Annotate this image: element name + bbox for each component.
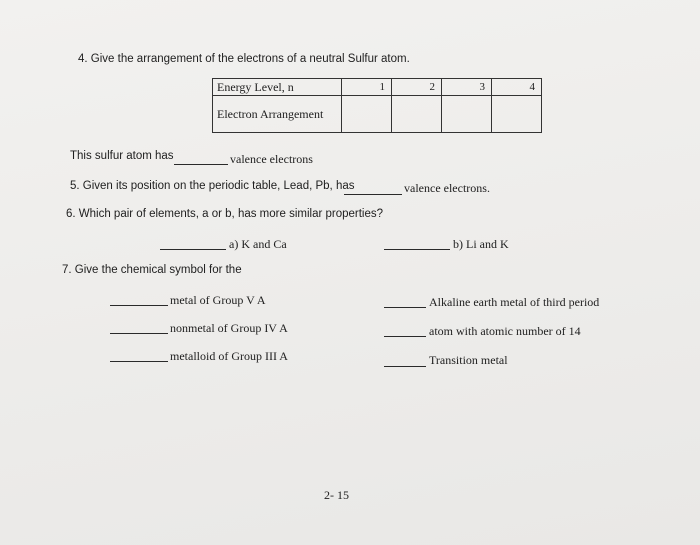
q6-option-b: b) Li and K [453, 237, 509, 251]
table-row [213, 96, 542, 133]
q5-prompt: 5. Given its position on the periodic table, Lead, Pb, has [70, 180, 355, 192]
energy-level-4: 4 [492, 79, 542, 96]
q4-sentence-end: valence electrons [230, 152, 313, 166]
q7-left-item-2: nonmetal of Group IV A [170, 321, 288, 335]
energy-level-table [212, 78, 542, 133]
arrangement-cell-3[interactable] [442, 96, 492, 133]
energy-level-2: 2 [392, 79, 442, 96]
q7-left-item-3: metalloid of Group III A [170, 349, 288, 363]
energy-level-label: Energy Level, n [213, 79, 342, 96]
q7-right-item-1: Alkaline earth metal of third period [429, 295, 600, 309]
group-va-blank[interactable] [110, 305, 168, 306]
option-a-blank[interactable] [160, 249, 226, 250]
arrangement-cell-1[interactable] [342, 96, 392, 133]
q4-sentence-start: This sulfur atom has [70, 150, 174, 162]
q7-right-item-3: Transition metal [429, 353, 508, 367]
group-iva-blank[interactable] [110, 333, 168, 334]
alkaline-earth-blank[interactable] [384, 307, 426, 308]
electron-arrangement-label: Electron Arrangement [213, 96, 342, 133]
q6-prompt: 6. Which pair of elements, a or b, has more similar properties? [66, 208, 384, 220]
arrangement-cell-4[interactable] [492, 96, 542, 133]
energy-level-3: 3 [442, 79, 492, 96]
lead-valence-blank[interactable] [344, 194, 402, 195]
table-row [213, 79, 542, 96]
q7-right-item-2: atom with atomic number of 14 [429, 324, 581, 338]
arrangement-cell-2[interactable] [392, 96, 442, 133]
q7-prompt: 7. Give the chemical symbol for the [62, 264, 242, 276]
q6-option-a: a) K and Ca [229, 237, 287, 251]
energy-level-1: 1 [342, 79, 392, 96]
group-iiia-blank[interactable] [110, 361, 168, 362]
transition-metal-blank[interactable] [384, 366, 426, 367]
q4-prompt: 4. Give the arrangement of the electrons of a neutral Sulfur atom. [78, 53, 410, 65]
page-number: 2- 15 [324, 488, 349, 502]
atomic-number-14-blank[interactable] [384, 336, 426, 337]
q5-suffix: valence electrons. [404, 181, 490, 195]
valence-electrons-blank[interactable] [174, 164, 228, 165]
option-b-blank[interactable] [384, 249, 450, 250]
q7-left-item-1: metal of Group V A [170, 293, 266, 307]
